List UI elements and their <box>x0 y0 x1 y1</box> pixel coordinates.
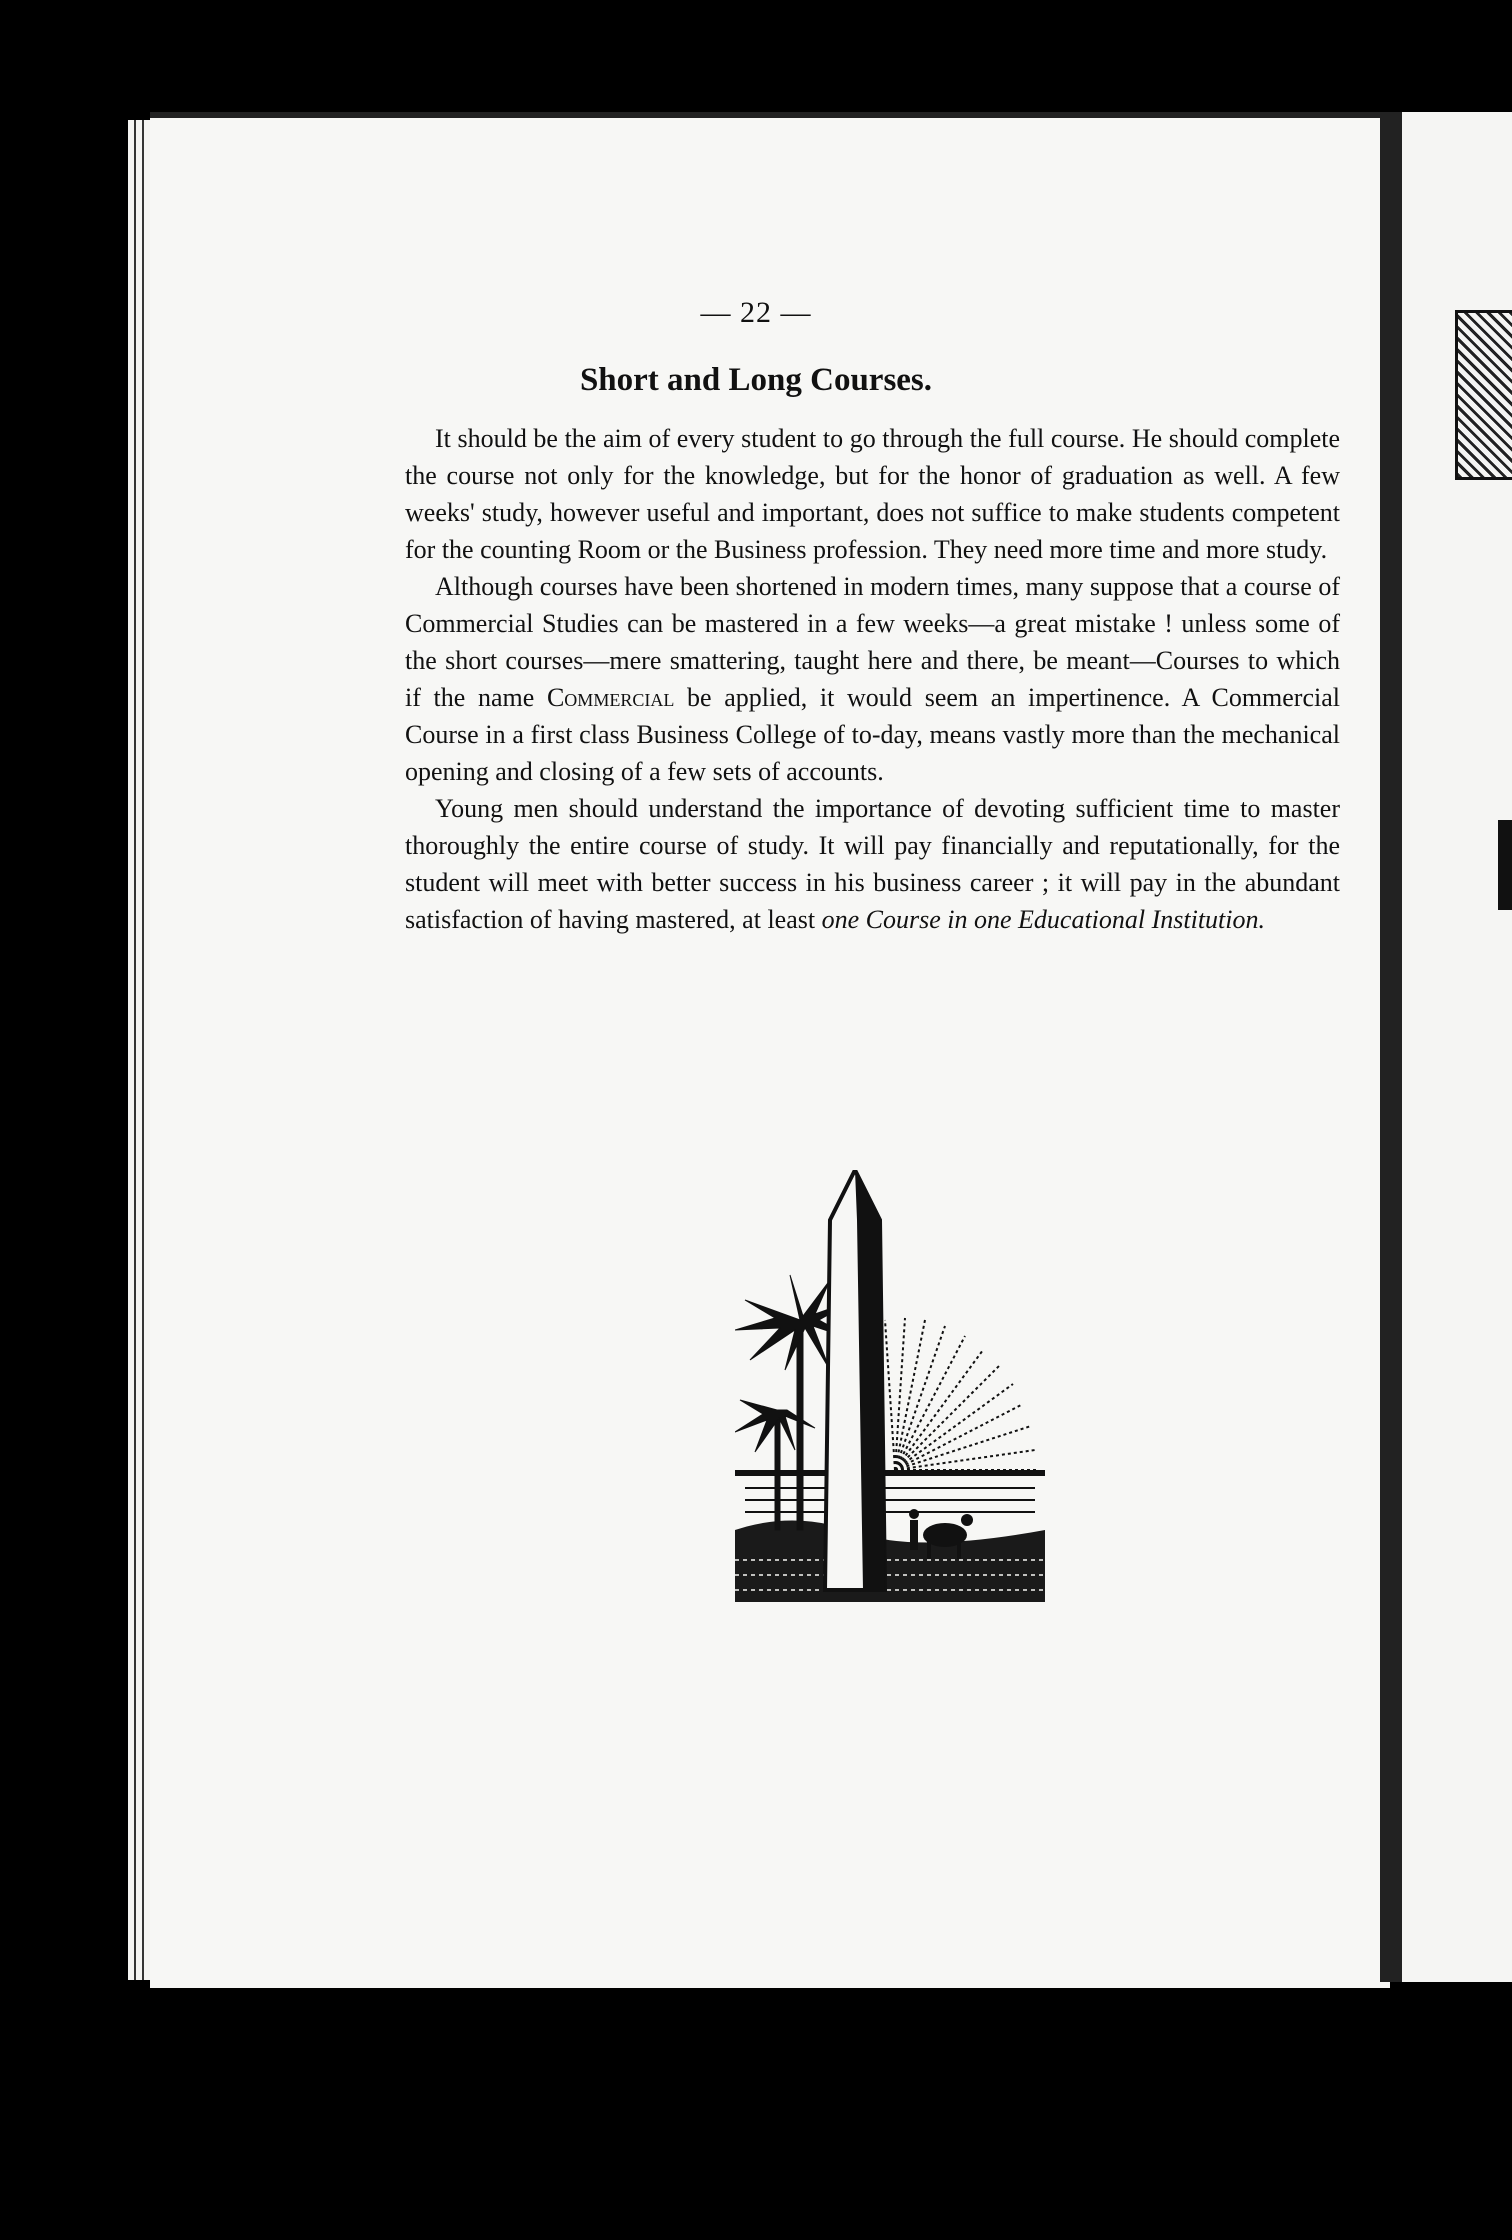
paragraph-2-text-after: be applied, it would seem an impertinence. A Commercial Course in a first class Business College of to-day, means vastly more than the mechanical opening and closing of a few sets of accounts. <box>405 683 1340 786</box>
paragraph-1 <box>405 420 1340 568</box>
paragraph-3-text-before: Young men should understand the importance of devoting sufficient time to master thoroughly the entire course of study. It will pay financially and reputationally, for the student will meet with better success in his business career ; it will pay in the abundant satisfaction of having mastered, at least <box>405 794 1340 934</box>
body-text <box>405 420 1340 938</box>
obelisk-engraving-icon <box>735 1170 1045 1602</box>
page-number: — 22 — <box>700 296 812 329</box>
paragraph-2-smallcaps: Commercial <box>546 683 675 712</box>
paragraph-2-text-before: Although courses have been shortened in modern times, many suppose that a course of Commercial Studies can be mastered in a few weeks—a great mistake ! unless some of the short courses—mere smattering, taught here and there, be meant—Courses to which if the name <box>405 572 1340 712</box>
partial-letter-fragment <box>1498 820 1512 910</box>
paragraph-1-text: It should be the aim of every student to go through the full course. He should complete the course not only for the knowledge, but for the honor of graduation as well. A few weeks' study, however useful and important, does not suffice to make students competent for the counting Room or the Business profession. They need more time and more study. <box>405 424 1340 564</box>
paragraph-3-italic: one Course in one Educational Institution. <box>821 905 1266 934</box>
section-heading: Short and Long Courses. <box>579 362 933 398</box>
paragraph-2 <box>405 568 1340 790</box>
paragraph-3 <box>405 790 1340 938</box>
